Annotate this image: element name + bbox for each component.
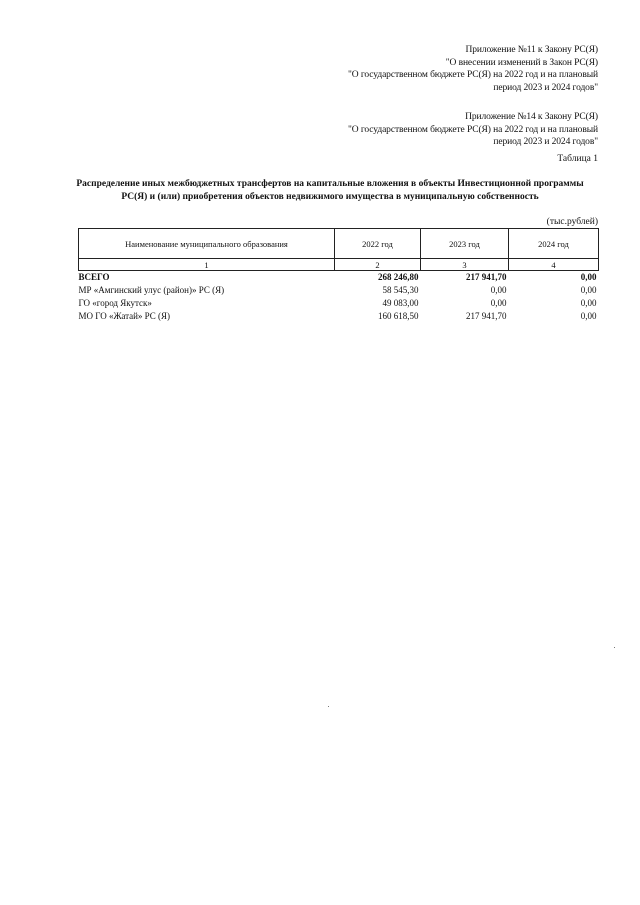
header-2022: 2022 год	[335, 229, 421, 259]
amount-2024: 0,00	[580, 285, 597, 295]
appendix-11-line-1: Приложение №11 к Закону РС(Я)	[465, 45, 598, 55]
document-title-line-1: Распределение иных межбюджетных трансфертов на капитальные вложения в объекты Инвестиционной программы	[76, 179, 584, 189]
amount-2022: 58 545,30	[382, 285, 419, 295]
column-number: 2	[335, 259, 421, 271]
appendix-11-header	[348, 44, 598, 94]
column-number: 3	[421, 259, 509, 271]
column-number: 4	[509, 259, 599, 271]
appendix-14-line-2: "О государственном бюджете РС(Я) на 2022 год и на плановый	[348, 124, 598, 135]
municipality-name: МР «Амгинский улус (район)» РС (Я)	[78, 285, 225, 295]
amount-2023: 217 941,70	[466, 311, 507, 321]
scan-speck	[328, 706, 329, 707]
table-header-row	[79, 229, 599, 259]
appendix-14-line-1: Приложение №14 к Закону РС(Я)	[465, 112, 598, 122]
appendix-11-line-2: "О внесении изменений в Закон РС(Я)	[445, 57, 598, 68]
header-2023: 2023 год	[421, 229, 509, 259]
total-2023: 217 941,70	[466, 272, 507, 282]
column-number-row	[79, 259, 599, 271]
table-number: Таблица 1	[557, 154, 598, 164]
table-row	[79, 310, 599, 323]
amount-2023: 0,00	[490, 285, 507, 295]
scan-speck	[614, 647, 615, 648]
municipality-name: МО ГО «Жатай» РС (Я)	[78, 311, 171, 321]
total-2022: 268 246,80	[378, 272, 419, 282]
appendix-11-line-3: "О государственном бюджете РС(Я) на 2022 год и на плановый	[348, 70, 598, 80]
amount-2022: 49 083,00	[382, 298, 419, 308]
amount-2024: 0,00	[580, 298, 597, 308]
table-row	[79, 284, 599, 297]
amount-2022: 160 618,50	[378, 311, 419, 321]
header-2024: 2024 год	[509, 229, 599, 259]
amount-2023: 0,00	[490, 298, 507, 308]
amount-2024: 0,00	[580, 311, 597, 321]
municipality-name: ГО «город Якутск»	[78, 298, 152, 308]
table-row	[79, 297, 599, 310]
column-number: 1	[79, 259, 335, 271]
document-title-line-2: РС(Я) и (или) приобретения объектов недвижимого имущества в муниципальную собственность	[121, 191, 539, 202]
total-label: ВСЕГО	[78, 272, 110, 282]
appendix-14-header	[348, 111, 598, 149]
total-2024: 0,00	[580, 272, 597, 282]
appendix-14-line-3: период 2023 и 2024 годов"	[493, 137, 598, 147]
appendix-11-line-4: период 2023 и 2024 годов"	[493, 82, 598, 93]
units-label: (тыс.рублей)	[546, 217, 598, 227]
header-municipality: Наименование муниципального образования	[79, 229, 335, 259]
table-total-row	[79, 271, 599, 285]
document-title	[60, 178, 600, 203]
transfers-table	[78, 228, 599, 323]
